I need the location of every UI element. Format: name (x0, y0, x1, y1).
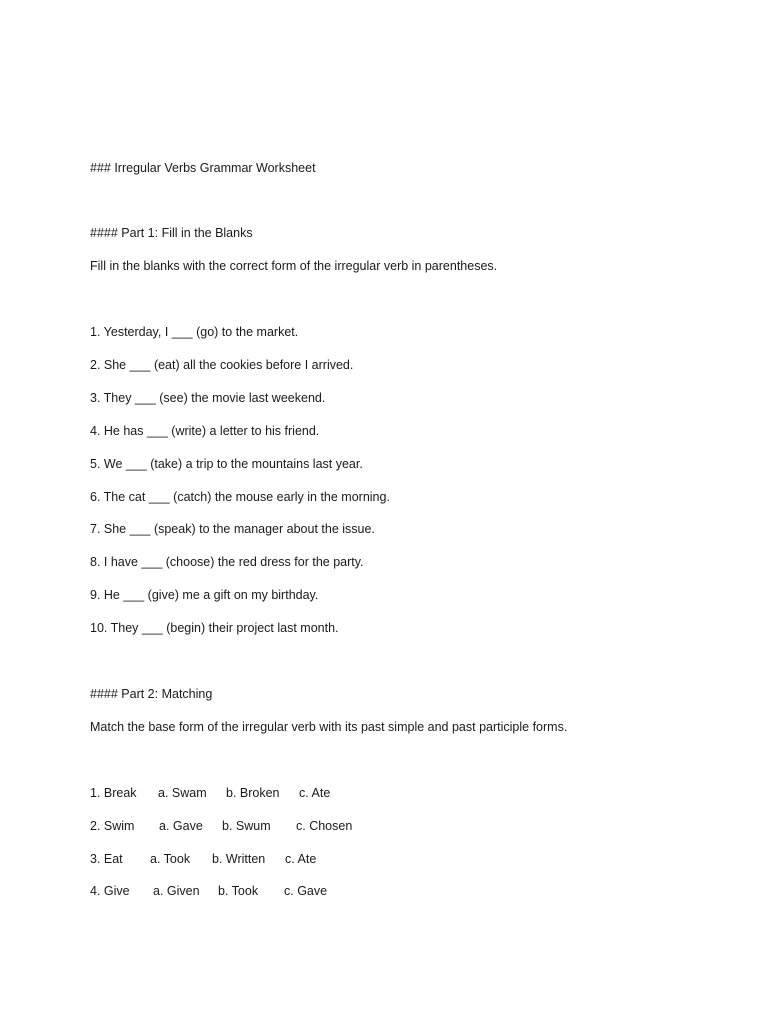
matching-option-c: c. Ate (285, 852, 317, 866)
part1-item-8: 8. I have ___ (choose) the red dress for the party. (90, 555, 364, 569)
matching-verb: 1. Break (90, 786, 137, 800)
part1-item-6: 6. The cat ___ (catch) the mouse early in the morning. (90, 490, 390, 504)
matching-verb: 4. Give (90, 884, 130, 898)
part1-item-7: 7. She ___ (speak) to the manager about the issue. (90, 522, 375, 536)
worksheet-page (90, 0, 730, 1024)
part2-instructions: Match the base form of the irregular verb with its past simple and past participle forms. (90, 720, 568, 734)
matching-option-a: a. Given (153, 884, 200, 898)
matching-row-1 (90, 785, 490, 801)
matching-row-3 (90, 851, 490, 867)
part1-item-3: 3. They ___ (see) the movie last weekend. (90, 391, 326, 405)
matching-row-2 (90, 818, 490, 834)
matching-option-b: b. Broken (226, 786, 280, 800)
part1-instructions: Fill in the blanks with the correct form of the irregular verb in parentheses. (90, 259, 498, 273)
matching-option-a: a. Gave (159, 819, 203, 833)
part1-item-2: 2. She ___ (eat) all the cookies before I arrived. (90, 358, 354, 372)
matching-option-c: c. Gave (284, 884, 328, 898)
matching-verb: 3. Eat (90, 852, 123, 866)
matching-option-b: b. Swum (222, 819, 271, 833)
part1-heading: #### Part 1: Fill in the Blanks (90, 226, 253, 240)
part1-item-1: 1. Yesterday, I ___ (go) to the market. (90, 325, 299, 339)
matching-row-4 (90, 883, 490, 899)
worksheet-title: ### Irregular Verbs Grammar Worksheet (90, 161, 316, 175)
matching-verb: 2. Swim (90, 819, 135, 833)
matching-option-a: a. Took (150, 852, 191, 866)
part1-item-5: 5. We ___ (take) a trip to the mountains last year. (90, 457, 363, 471)
matching-option-c: c. Ate (299, 786, 331, 800)
matching-option-c: c. Chosen (296, 819, 353, 833)
part2-heading: #### Part 2: Matching (90, 687, 213, 701)
matching-option-b: b. Took (218, 884, 259, 898)
part1-item-9: 9. He ___ (give) me a gift on my birthday. (90, 588, 319, 602)
part1-item-10: 10. They ___ (begin) their project last month. (90, 621, 339, 635)
matching-option-a: a. Swam (158, 786, 207, 800)
part1-item-4: 4. He has ___ (write) a letter to his friend. (90, 424, 320, 438)
matching-option-b: b. Written (212, 852, 266, 866)
